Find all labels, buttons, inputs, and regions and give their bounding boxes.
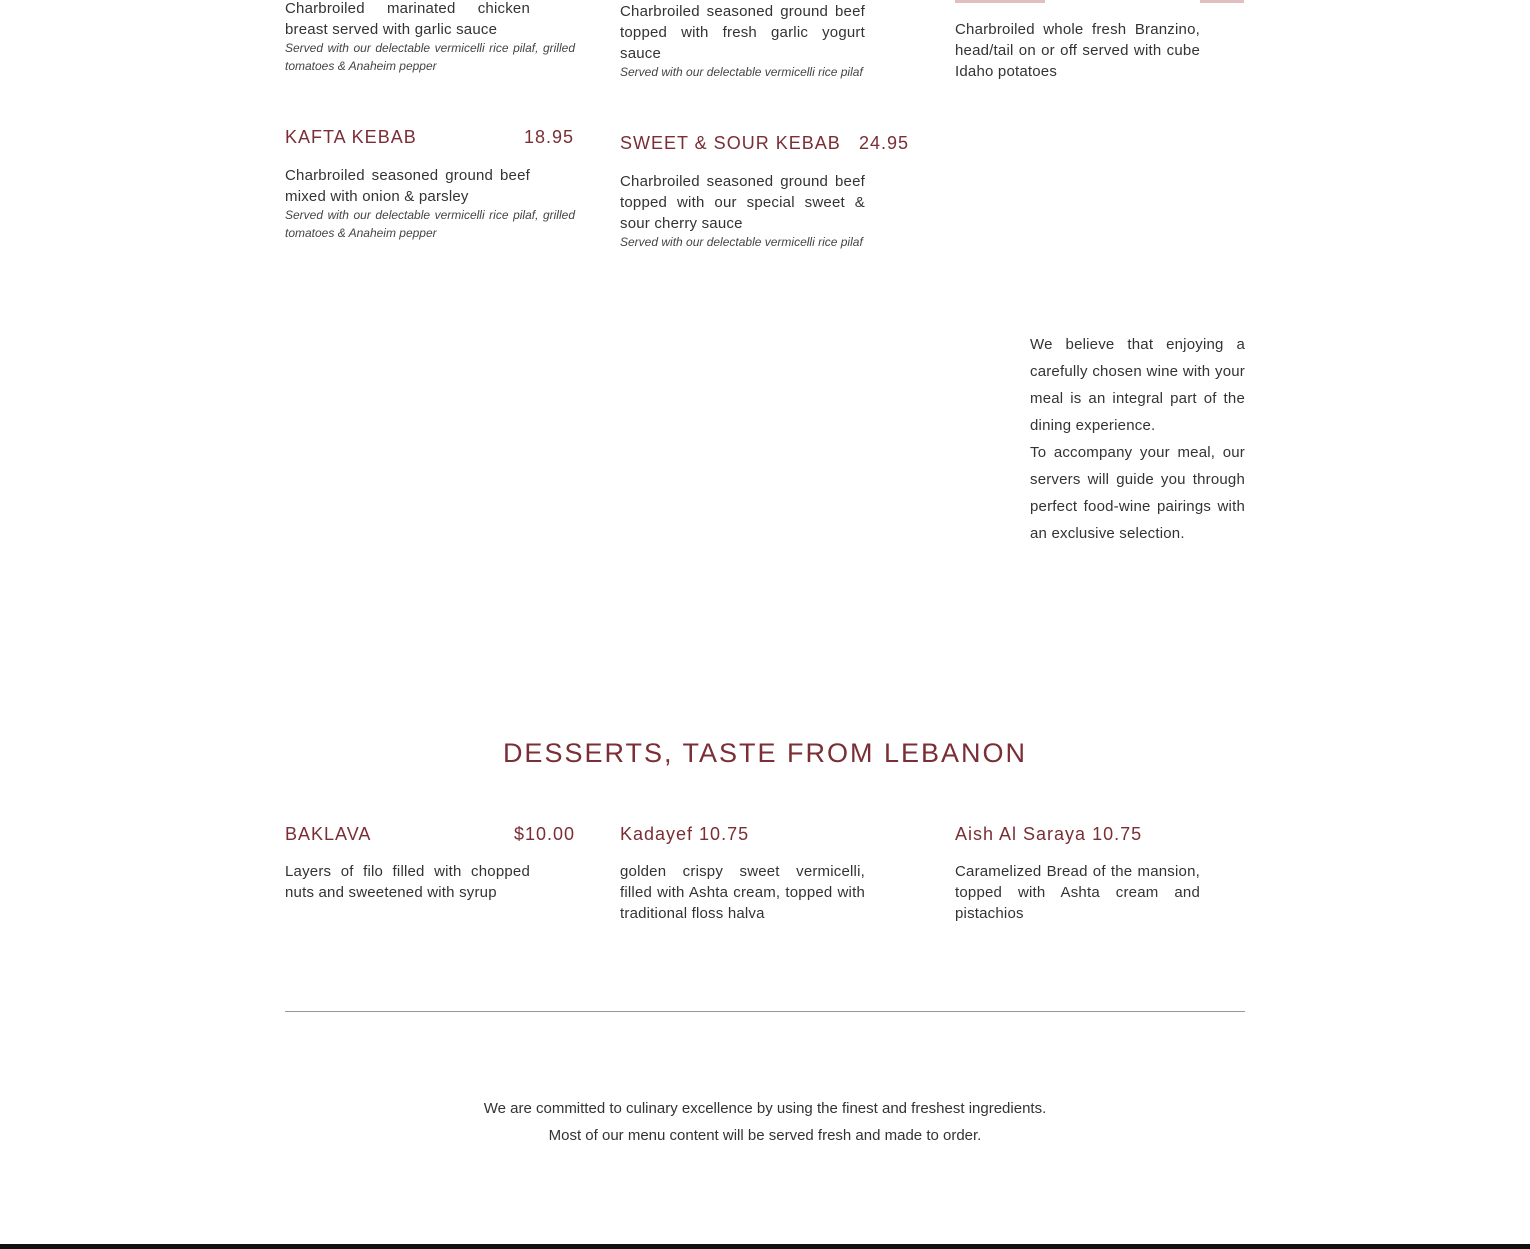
kafta-kebab-description: Charbroiled seasoned ground beef mixed with onion & parsley [285, 167, 530, 205]
chicken-kebab-note: Served with our delectable vermicelli rice pilaf, grilled tomatoes & Anaheim pepper [285, 41, 575, 73]
commitment-line-1: We are committed to culinary excellence by using the finest and freshest ingredients. [483, 1100, 1047, 1117]
baklava-title: BAKLAVA [285, 824, 372, 844]
section-divider [285, 1011, 1245, 1012]
baklava-description: Layers of filo filled with chopped nuts and sweetened with syrup [285, 863, 530, 901]
wine-paragraph-2: To accompany your meal, our servers will guide you through perfect food-wine pairings with an exclusive selection. [1030, 444, 1245, 542]
desserts-heading: DESSERTS, TASTE FROM LEBANON [502, 738, 1028, 768]
branzino-title-cut [955, 0, 1045, 8]
sweet-sour-kebab-price: 24.95 [858, 133, 909, 153]
kafta-kebab-price: 18.95 [523, 127, 574, 147]
aish-al-saraya-title: Aish Al Saraya 10.75 [955, 824, 1143, 844]
commitment-line-2: Most of our menu content will be served fresh and made to order. [548, 1127, 982, 1144]
yogurt-kebab-description: Charbroiled seasoned ground beef topped with fresh garlic yogurt sauce [620, 3, 865, 62]
yogurt-kebab-note: Served with our delectable vermicelli rice pilaf [620, 65, 863, 79]
baklava-price: $10.00 [513, 824, 575, 844]
branzino-description: Charbroiled whole fresh Branzino, head/tail on or off served with cube Idaho potatoes [955, 21, 1200, 80]
footer-bar [0, 1244, 1530, 1249]
kafta-kebab-title: KAFTA KEBAB [285, 127, 417, 147]
commitment-statement [285, 1095, 1245, 1149]
wine-pairing-text [1030, 331, 1245, 547]
kadayef-description: golden crispy sweet vermicelli, filled with Ashta cream, topped with traditional floss halva [620, 863, 865, 922]
aish-al-saraya-description: Caramelized Bread of the mansion, topped with Ashta cream and pistachios [955, 863, 1200, 922]
sweet-sour-kebab-title: SWEET & SOUR KEBAB [620, 133, 841, 153]
chicken-kebab-description: Charbroiled marinated chicken breast served with garlic sauce [285, 0, 530, 38]
kafta-kebab-note: Served with our delectable vermicelli rice pilaf, grilled tomatoes & Anaheim pepper [285, 208, 575, 240]
kadayef-title: Kadayef 10.75 [620, 824, 750, 844]
sweet-sour-kebab-note: Served with our delectable vermicelli rice pilaf [620, 235, 863, 249]
sweet-sour-kebab-description: Charbroiled seasoned ground beef topped with our special sweet & sour cherry sauce [620, 173, 865, 232]
wine-paragraph-1: We believe that enjoying a carefully chosen wine with your meal is an integral part of the dining experience. [1030, 336, 1245, 434]
branzino-price-cut [1200, 0, 1244, 8]
